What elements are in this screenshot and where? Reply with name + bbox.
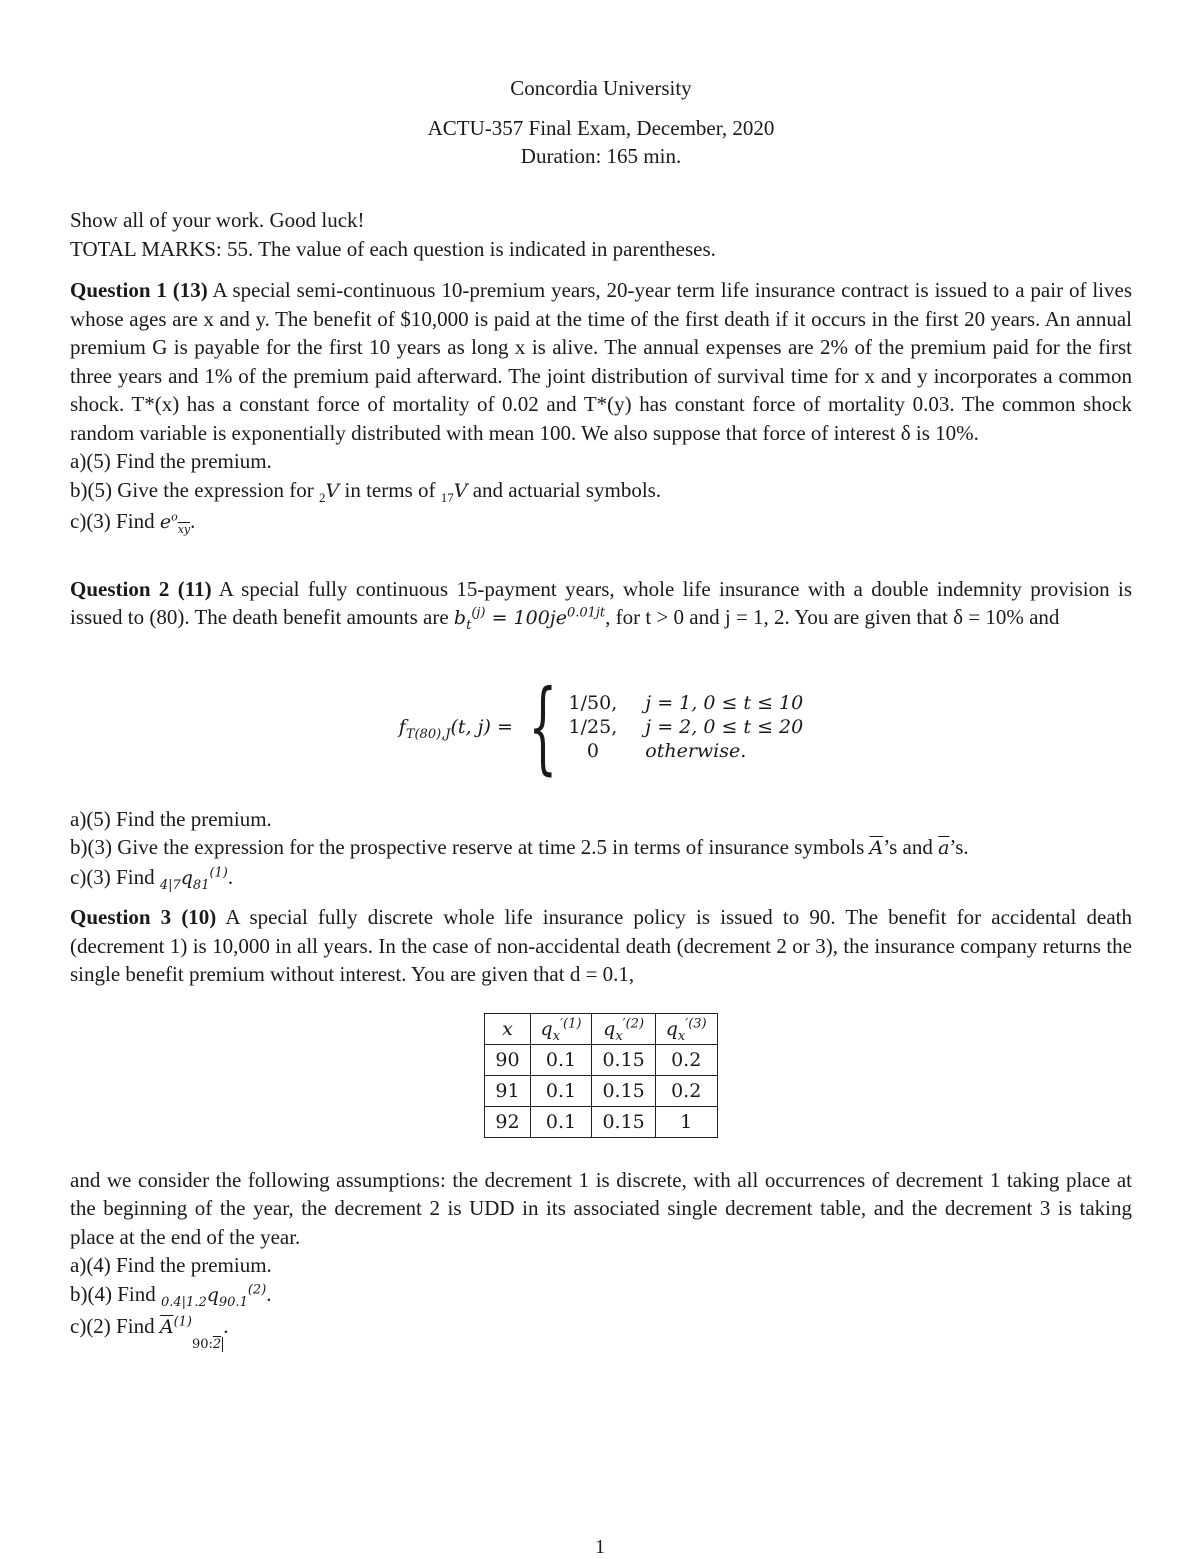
exam-page bbox=[70, 74, 1133, 1352]
q2-body-mid: for t > 0 and j = 1, 2. You are given that δ = 10% and bbox=[615, 605, 1060, 629]
table-header-q2: $q_x^{'(2)}$ bbox=[592, 1013, 655, 1044]
q2-cases: 1/50, j = 1, 0 ≤ t ≤ 10 1/25, j = 2, 0 ≤ t ≤ 20 0 otherwise. bbox=[568, 691, 804, 762]
exam-title: ACTU-357 Final Exam, December, 2020 bbox=[427, 116, 775, 140]
q2-body-pre: A special fully continuous 15-payment years, whole life insurance with a double indemnity provision is issued to (80). The death benefit amounts are bbox=[70, 576, 1133, 629]
q1-body: A special semi-continuous 10-premium years, 20-year term life insurance contract is issued to a pair of lives whose ages are x and y. The benefit of $10,000 is paid at the time of the first death if it occurs in the first 20 years. An annual premium G is payable for the first 10 years as long x is alive. The annual expenses are 2% of the premium paid for the first three years and 1% of the premium paid afterward. The joint distribution of survival time for x and y incorporates a common shock. T*(x) has a constant force of mortality of 0.02 and T*(y) has constant force of mortality 0.03. The common shock random variable is exponentially distributed with mean 100. We also suppose that force of interest δ is 10%. bbox=[70, 278, 1133, 445]
q3-part-c: c)(2) Find $\overline{A}^{(1)}_{90:2}$. bbox=[70, 1314, 229, 1352]
table-row: 90 0.1 0.15 0.2 bbox=[485, 1044, 717, 1075]
question-2: Question 2 (11) A special fully continuous 15-payment years, whole life insurance with a double indemnity provision is issued to (80). The death benefit amounts are $b_t^{(j)} = 100je^{0.01jt}$, for t > 0 and j = 1, 2. You are given that δ = 10% and $f_{T(80),J}(t$, j) = { 1/50, j = 1, 0 ≤ t ≤ 10 1/25, j = 2, 0 ≤ t ≤ 20 0 otherwise. a)(5) Find the premium. b)(3) Give the expression for the prospective reserve at time 2.5 in terms of insurance symbols $\overline{A}’s$ and $\overline{a}’s$. c)(3) Find $_{4|7}q_{81}^{(1)}$. bbox=[70, 575, 1132, 896]
instructions-line-1: Show all of your work. Good luck! bbox=[70, 208, 365, 232]
table-row: 91 0.1 0.15 0.2 bbox=[485, 1075, 717, 1106]
q2-heading: Question 2 (11) bbox=[70, 576, 212, 601]
table-header-q1: $q_x^{'(1)}$ bbox=[530, 1013, 592, 1044]
q1-heading: Question 1 (13) bbox=[70, 278, 208, 302]
decrement-table bbox=[484, 1013, 717, 1138]
q3-part-b: b)(4) Find $_{0.4|1.2}q_{90.1}^{(2)}$. bbox=[70, 1281, 272, 1310]
question-1 bbox=[70, 276, 1132, 537]
q3-heading: Question 3 (10) bbox=[70, 905, 217, 929]
q1-part-a: a)(5) Find the premium. bbox=[70, 449, 272, 473]
q1-part-b: b)(5) Give the expression for $_2$V in terms of $_{17}$V and actuarial symbols. bbox=[70, 477, 662, 505]
q2-density-equation: $f_{T(80),J}(t$, j) = { 1/50, j = 1, 0 ≤ t ≤ 10 1/25, j = 2, 0 ≤ t ≤ 20 0 otherwise. bbox=[398, 667, 804, 785]
exam-duration: Duration: 165 min. bbox=[520, 144, 682, 168]
q2-benefit-formula: $b_t^{(j)} = 100je^{0.01jt}$ bbox=[453, 605, 606, 633]
q3-body: A special fully discrete whole life insurance policy is issued to 90. The benefit for accidental death (decrement 1) is 10,000 in all years. In the case of non-accidental death (decrement 2 or 3), the insurance company returns the single benefit premium without interest. You are given that d = 0.1, bbox=[70, 905, 1133, 986]
page-number: 1 bbox=[595, 1536, 605, 1558]
university-name: Concordia University bbox=[510, 76, 692, 100]
instructions-line-2: TOTAL MARKS: 55. The value of each question is indicated in parentheses. bbox=[70, 236, 716, 261]
q2-part-c: c)(3) Find $_{4|7}q_{81}^{(1)}$. bbox=[70, 864, 234, 893]
q3-c-symbol: $\overline{A}^{(1)}_{90:2}$ bbox=[159, 1314, 222, 1352]
q3-part-a: a)(4) Find the premium. bbox=[70, 1253, 272, 1277]
question-3 bbox=[70, 903, 1133, 1352]
q1-part-c: c)(3) Find $e^o_{\overline{xy}}$. bbox=[70, 509, 196, 536]
table-header-x: x bbox=[485, 1013, 530, 1044]
table-row: 92 0.1 0.15 1 bbox=[485, 1106, 717, 1137]
table-header-q3: $q_x^{'(3)}$ bbox=[655, 1013, 717, 1044]
q3-assumptions: and we consider the following assumptions: the decrement 1 is discrete, with all occurrences of decrement 1 taking place at the beginning of the year, the decrement 2 is UDD in its associated single decrement table, and the decrement 3 is taking place at the end of the year. bbox=[70, 1167, 1132, 1249]
q2-part-b: b)(3) Give the expression for the prospective reserve at time 2.5 in terms of insurance symbols $\overline{A}’s$ and $\overline{a}’s$. bbox=[70, 835, 969, 859]
q1-c-symbol: $e^o_{\overline{xy}}$ bbox=[159, 510, 191, 536]
q2-part-a: a)(5) Find the premium. bbox=[70, 806, 272, 831]
